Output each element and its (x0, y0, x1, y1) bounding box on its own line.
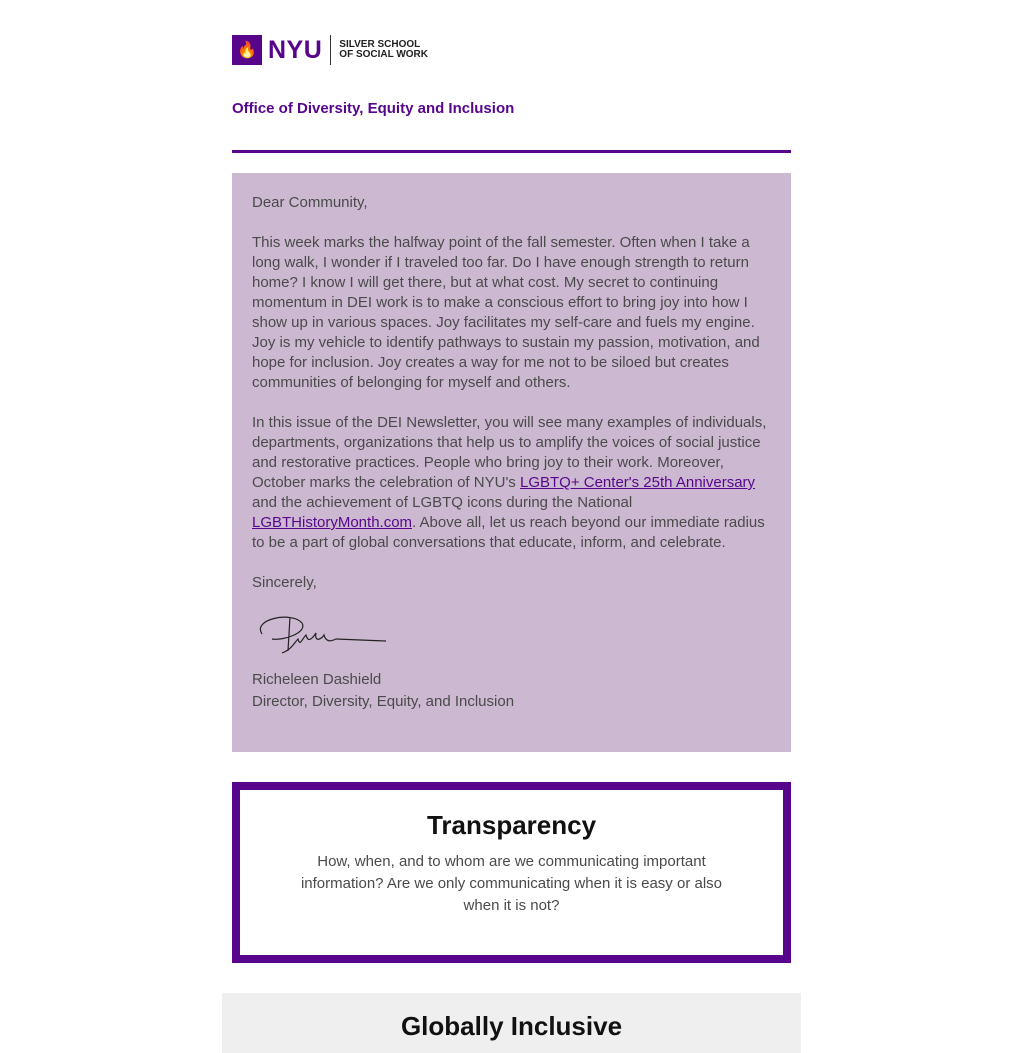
transparency-card (232, 782, 791, 963)
globally-inclusive-title: Globally Inclusive (400, 1011, 623, 1041)
logo-school-line2: OF SOCIAL WORK (339, 49, 428, 60)
letter-paragraph-1: This week marks the halfway point of the fall semester. Often when I take a long walk, I wonder if I traveled too far. Do I have enough strength to return home? I know I will get there, but at what cost. My secret to continuing momentum in DEI work is to make a conscious effort to bring joy into how I show up in various spaces. Joy facilitates my self-care and fuels my engine. Joy is my vehicle to identify pathways to sustain my passion, motivation, and hope for inclusion. Joy creates a way for me not to be siloed but creates communities of belonging for myself and others. (252, 234, 760, 391)
greeting: Dear Community, (252, 194, 368, 211)
signer-title: Director, Diversity, Equity, and Inclusion (252, 693, 515, 710)
transparency-title: Transparency (426, 810, 597, 840)
signature-image (252, 609, 392, 659)
para2-text-c: . Above all, let us reach beyond our immediate radius to be a part of global conversations that educate, inform, and celebrate. (252, 514, 765, 551)
nyu-silver-logo (232, 35, 428, 65)
office-title: Office of Diversity, Equity and Inclusion (232, 100, 515, 117)
lgbtq-center-link[interactable]: LGBTQ+ Center's 25th Anniversary (519, 474, 756, 491)
transparency-text: How, when, and to whom are we communicating important information? Are we only communicating when it is easy or also when it is not? (300, 853, 723, 914)
header-divider (232, 150, 791, 153)
logo-brand: NYU (268, 35, 323, 64)
letter-paragraph-2 (252, 413, 771, 553)
lgbt-history-month-link[interactable]: LGBTHistoryMonth.com (252, 514, 413, 531)
globally-inclusive-section (222, 993, 801, 1053)
logo-school-line1: SILVER SCHOOL (339, 39, 421, 50)
closing: Sincerely, (252, 574, 317, 591)
letter-section (232, 173, 791, 752)
para2-text-b: and the achievement of LGBTQ icons during the National (252, 494, 633, 511)
para2-text-a: In this issue of the DEI Newsletter, you will see many examples of individuals, departments, organizations that help us to amplify the voices of social justice and restorative practices. People who bring joy to their work. Moreover, October marks the celebration of NYU's (252, 414, 767, 491)
signer-name: Richeleen Dashield (252, 671, 382, 688)
logo-school (339, 40, 428, 60)
torch-icon: 🔥 (232, 35, 262, 65)
logo-divider (330, 35, 331, 65)
